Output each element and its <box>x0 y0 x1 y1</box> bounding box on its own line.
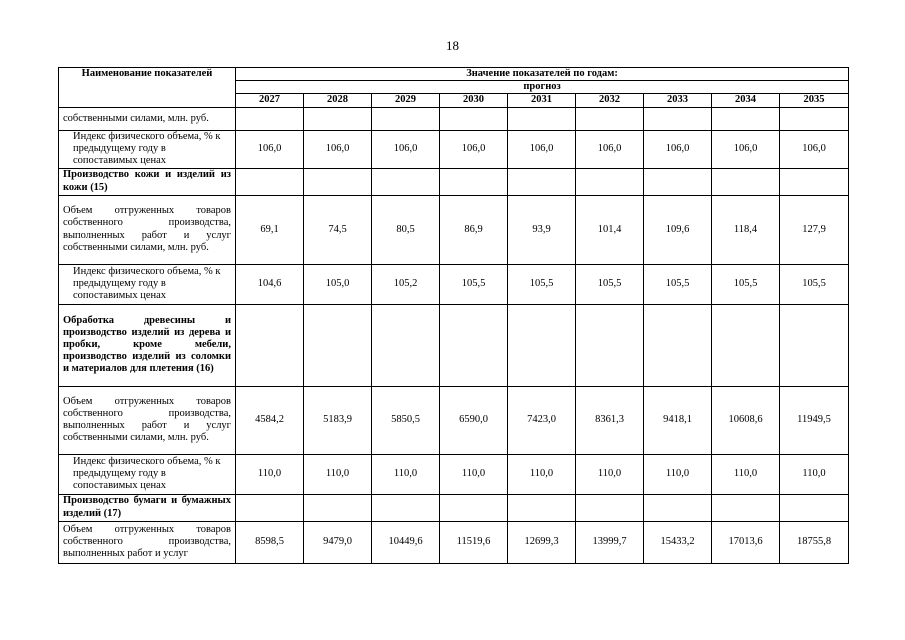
value-cell <box>372 107 440 130</box>
value-cell: 93,9 <box>508 195 576 264</box>
value-cell <box>644 168 712 195</box>
value-cell: 105,5 <box>440 264 508 304</box>
value-cell: 10449,6 <box>372 521 440 563</box>
value-cell <box>236 304 304 386</box>
value-cell: 106,0 <box>440 130 508 168</box>
value-cell: 106,0 <box>372 130 440 168</box>
section-title: Производство бумаги и бумажных изделий (17) <box>59 494 236 521</box>
value-cell: 110,0 <box>236 454 304 494</box>
value-cell: 110,0 <box>712 454 780 494</box>
value-cell: 9418,1 <box>644 386 712 454</box>
value-cell <box>644 494 712 521</box>
table-row <box>59 304 849 386</box>
value-cell: 74,5 <box>304 195 372 264</box>
value-cell: 106,0 <box>236 130 304 168</box>
value-cell: 106,0 <box>644 130 712 168</box>
value-cell <box>236 494 304 521</box>
value-cell: 110,0 <box>304 454 372 494</box>
header-year: 2033 <box>644 94 712 107</box>
indicator-name: Объем отгруженных товаров собственного производства, выполненных работ и услуг собственными силами, млн. руб. <box>59 386 236 454</box>
value-cell: 13999,7 <box>576 521 644 563</box>
table-row <box>59 386 849 454</box>
indicator-name: Индекс физического объема, % к предыдущему году в сопоставимых ценах <box>59 454 236 494</box>
page-number: 18 <box>446 38 459 53</box>
value-cell <box>576 168 644 195</box>
value-cell <box>440 304 508 386</box>
value-cell: 105,5 <box>712 264 780 304</box>
value-cell <box>712 107 780 130</box>
header-forecast: прогноз <box>236 81 849 94</box>
value-cell: 118,4 <box>712 195 780 264</box>
value-cell: 127,9 <box>780 195 849 264</box>
value-cell <box>712 304 780 386</box>
value-cell: 109,6 <box>644 195 712 264</box>
value-cell <box>304 107 372 130</box>
value-cell: 12699,3 <box>508 521 576 563</box>
value-cell <box>508 304 576 386</box>
indicator-name: собственными силами, млн. руб. <box>59 107 236 130</box>
value-cell <box>644 107 712 130</box>
value-cell: 10608,6 <box>712 386 780 454</box>
table-row <box>59 521 849 563</box>
value-cell: 11519,6 <box>440 521 508 563</box>
header-year: 2032 <box>576 94 644 107</box>
value-cell: 106,0 <box>780 130 849 168</box>
header-year: 2030 <box>440 94 508 107</box>
value-cell: 106,0 <box>304 130 372 168</box>
value-cell: 4584,2 <box>236 386 304 454</box>
value-cell <box>780 168 849 195</box>
value-cell: 110,0 <box>644 454 712 494</box>
value-cell: 15433,2 <box>644 521 712 563</box>
value-cell: 101,4 <box>576 195 644 264</box>
value-cell <box>780 494 849 521</box>
header-values-group: Значение показателей по годам: <box>236 68 849 81</box>
value-cell: 86,9 <box>440 195 508 264</box>
value-cell <box>440 107 508 130</box>
table-row <box>59 454 849 494</box>
value-cell: 17013,6 <box>712 521 780 563</box>
value-cell <box>644 304 712 386</box>
value-cell: 5183,9 <box>304 386 372 454</box>
value-cell <box>508 168 576 195</box>
value-cell <box>372 304 440 386</box>
table-row <box>59 107 849 130</box>
value-cell <box>372 168 440 195</box>
value-cell: 110,0 <box>508 454 576 494</box>
value-cell: 106,0 <box>576 130 644 168</box>
value-cell: 106,0 <box>508 130 576 168</box>
value-cell: 11949,5 <box>780 386 849 454</box>
value-cell <box>508 107 576 130</box>
value-cell <box>236 168 304 195</box>
value-cell: 105,5 <box>780 264 849 304</box>
table-row <box>59 494 849 521</box>
value-cell: 9479,0 <box>304 521 372 563</box>
value-cell: 110,0 <box>372 454 440 494</box>
value-cell: 110,0 <box>576 454 644 494</box>
value-cell: 8598,5 <box>236 521 304 563</box>
section-title: Производство кожи и изделий из кожи (15) <box>59 168 236 195</box>
table-row <box>59 264 849 304</box>
value-cell <box>712 168 780 195</box>
value-cell <box>712 494 780 521</box>
value-cell <box>576 304 644 386</box>
header-year: 2031 <box>508 94 576 107</box>
value-cell: 110,0 <box>780 454 849 494</box>
value-cell <box>508 494 576 521</box>
indicators-table <box>58 67 849 564</box>
value-cell: 106,0 <box>712 130 780 168</box>
section-title: Обработка древесины и производство изделий из дерева и пробки, кроме мебели, производство изделий из соломки и материалов для плетения (16) <box>59 304 236 386</box>
value-cell <box>576 107 644 130</box>
value-cell <box>576 494 644 521</box>
table-row <box>59 130 849 168</box>
value-cell: 105,5 <box>644 264 712 304</box>
value-cell <box>304 168 372 195</box>
value-cell: 7423,0 <box>508 386 576 454</box>
value-cell <box>780 304 849 386</box>
table-row <box>59 168 849 195</box>
value-cell <box>304 304 372 386</box>
header-year: 2029 <box>372 94 440 107</box>
value-cell: 110,0 <box>440 454 508 494</box>
value-cell <box>304 494 372 521</box>
indicator-name: Индекс физического объема, % к предыдущему году в сопоставимых ценах <box>59 264 236 304</box>
table-row <box>59 195 849 264</box>
header-year: 2035 <box>780 94 849 107</box>
value-cell <box>440 168 508 195</box>
value-cell <box>236 107 304 130</box>
value-cell: 105,5 <box>576 264 644 304</box>
header-year: 2034 <box>712 94 780 107</box>
indicator-name: Объем отгруженных товаров собственного производства, выполненных работ и услуг <box>59 521 236 563</box>
header-year: 2027 <box>236 94 304 107</box>
value-cell: 6590,0 <box>440 386 508 454</box>
value-cell: 105,5 <box>508 264 576 304</box>
value-cell: 8361,3 <box>576 386 644 454</box>
value-cell: 80,5 <box>372 195 440 264</box>
value-cell: 5850,5 <box>372 386 440 454</box>
header-name-col: Наименование показателей <box>59 68 236 108</box>
indicator-name: Индекс физического объема, % к предыдущему году в сопоставимых ценах <box>59 130 236 168</box>
indicator-name: Объем отгруженных товаров собственного производства, выполненных работ и услуг собственными силами, млн. руб. <box>59 195 236 264</box>
value-cell: 104,6 <box>236 264 304 304</box>
value-cell <box>440 494 508 521</box>
value-cell <box>780 107 849 130</box>
value-cell: 105,0 <box>304 264 372 304</box>
value-cell: 105,2 <box>372 264 440 304</box>
value-cell: 18755,8 <box>780 521 849 563</box>
header-year: 2028 <box>304 94 372 107</box>
value-cell <box>372 494 440 521</box>
value-cell: 69,1 <box>236 195 304 264</box>
